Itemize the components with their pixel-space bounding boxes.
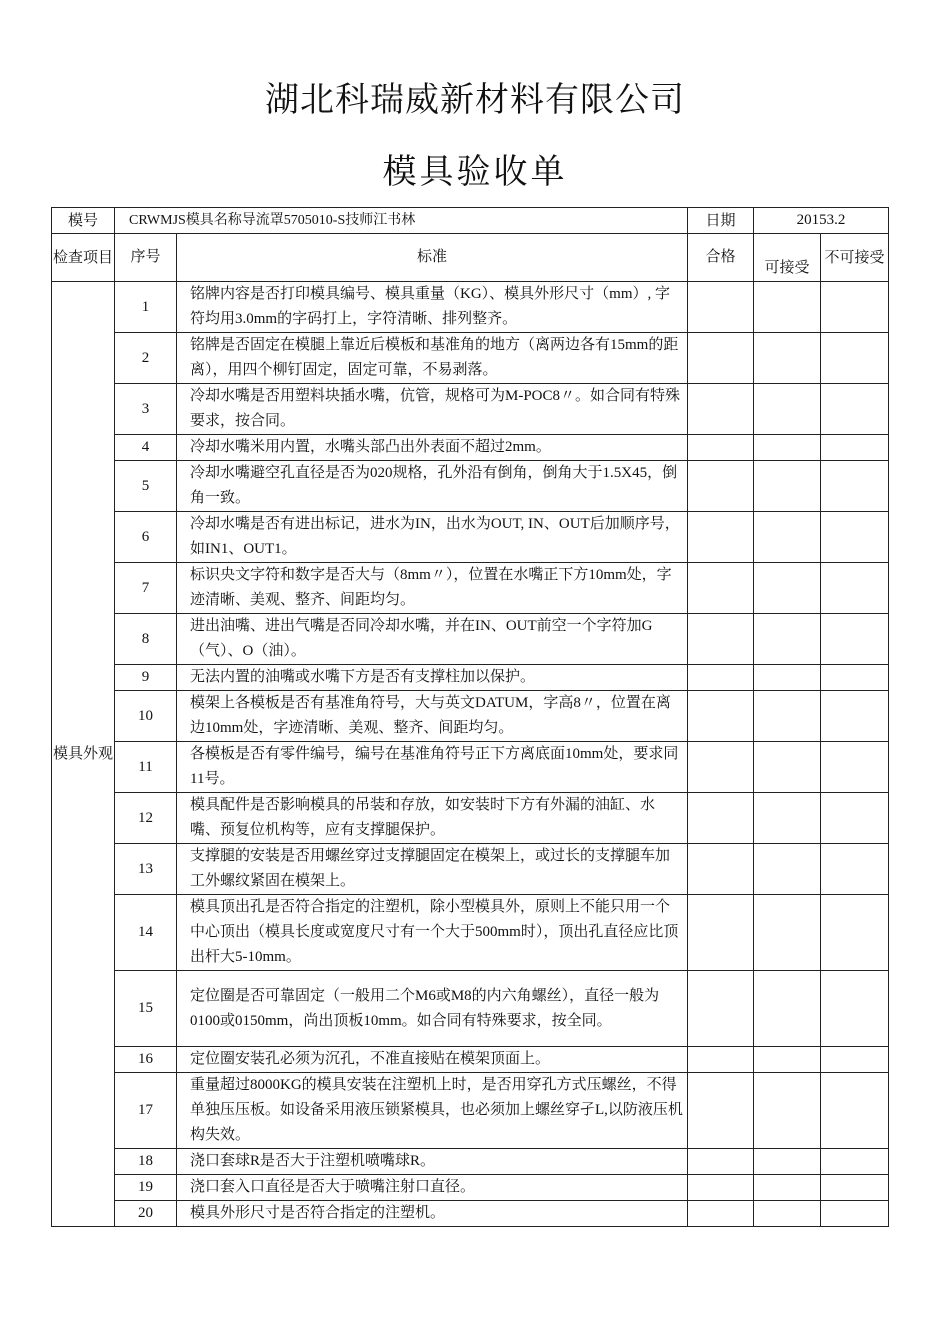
item-standard: 冷却水嘴是否有进出标记，进水为IN，出水为OUT, IN、OUT后加顺序号，如IN1、OUT1。 xyxy=(177,512,688,563)
table-row xyxy=(52,1047,889,1073)
column-standard: 标准 xyxy=(177,234,688,282)
table-row xyxy=(52,282,889,333)
pass-cell[interactable] xyxy=(688,333,754,384)
unacceptable-cell[interactable] xyxy=(821,435,889,461)
pass-cell[interactable] xyxy=(688,1175,754,1201)
pass-cell[interactable] xyxy=(688,461,754,512)
table-row xyxy=(52,1073,889,1149)
unacceptable-cell[interactable] xyxy=(821,665,889,691)
item-number: 12 xyxy=(115,793,177,844)
item-standard: 铭牌内容是否打印模具编号、模具重量（KG）、模具外形尺寸（mm）, 字符均用3.0mm的字码打上，字符清晰、排列整齐。 xyxy=(177,282,688,333)
column-pass: 合格 xyxy=(688,234,754,282)
acceptance-form-table xyxy=(51,207,889,1227)
acceptable-cell[interactable] xyxy=(754,563,821,614)
table-row xyxy=(52,1201,889,1227)
table-row xyxy=(52,665,889,691)
pass-cell[interactable] xyxy=(688,435,754,461)
unacceptable-cell[interactable] xyxy=(821,895,889,971)
column-category: 检查项目 xyxy=(52,234,115,282)
item-number: 14 xyxy=(115,895,177,971)
acceptable-cell[interactable] xyxy=(754,1047,821,1073)
acceptable-cell[interactable] xyxy=(754,665,821,691)
item-standard: 定位圈安装孔必须为沉孔，不准直接贴在模架顶面上。 xyxy=(177,1047,688,1073)
acceptable-cell[interactable] xyxy=(754,1201,821,1227)
item-standard: 定位圈是否可靠固定（一般用二个M6或M8的内六角螺丝），直径一般为0100或0150mm，尚出顶板10mm。如合同有特殊要求，按全同。 xyxy=(177,971,688,1047)
acceptable-cell[interactable] xyxy=(754,742,821,793)
item-standard: 各模板是否有零件编号，编号在基准角符号正下方离底面10mm处，要求同11号。 xyxy=(177,742,688,793)
item-standard: 冷却水嘴避空孔直径是否为020规格，孔外沿有倒角，倒角大于1.5X45，倒角一致。 xyxy=(177,461,688,512)
item-standard: 冷却水嘴米用内置，水嘴头部凸出外表面不超过2mm。 xyxy=(177,435,688,461)
item-number: 1 xyxy=(115,282,177,333)
column-acceptable: 可接受 xyxy=(754,234,821,282)
pass-cell[interactable] xyxy=(688,971,754,1047)
pass-cell[interactable] xyxy=(688,793,754,844)
date-value: 20153.2 xyxy=(754,208,889,234)
pass-cell[interactable] xyxy=(688,1047,754,1073)
pass-cell[interactable] xyxy=(688,895,754,971)
item-number: 3 xyxy=(115,384,177,435)
item-number: 4 xyxy=(115,435,177,461)
item-number: 10 xyxy=(115,691,177,742)
pass-cell[interactable] xyxy=(688,665,754,691)
table-row xyxy=(52,435,889,461)
acceptable-cell[interactable] xyxy=(754,333,821,384)
pass-cell[interactable] xyxy=(688,1073,754,1149)
item-number: 18 xyxy=(115,1149,177,1175)
item-standard: 铭牌是否固定在模腿上靠近后模板和基准角的地方（离两边各有15mm的距离），用四个柳钉固定，固定可靠，不易剥落。 xyxy=(177,333,688,384)
unacceptable-cell[interactable] xyxy=(821,844,889,895)
acceptable-cell[interactable] xyxy=(754,844,821,895)
table-row xyxy=(52,333,889,384)
acceptable-cell[interactable] xyxy=(754,1149,821,1175)
item-standard: 支撑腿的安装是否用螺丝穿过支撑腿固定在模架上，或过长的支撑腿车加工外螺纹紧固在模架上。 xyxy=(177,844,688,895)
table-row xyxy=(52,793,889,844)
table-row xyxy=(52,384,889,435)
item-number: 15 xyxy=(115,971,177,1047)
item-number: 8 xyxy=(115,614,177,665)
table-row xyxy=(52,1149,889,1175)
unacceptable-cell[interactable] xyxy=(821,793,889,844)
item-standard: 浇口套入口直径是否大于喷嘴注射口直径。 xyxy=(177,1175,688,1201)
unacceptable-cell[interactable] xyxy=(821,512,889,563)
table-row xyxy=(52,1175,889,1201)
item-standard: 浇口套球R是否大于注塑机喷嘴球R。 xyxy=(177,1149,688,1175)
pass-cell[interactable] xyxy=(688,384,754,435)
unacceptable-cell[interactable] xyxy=(821,1201,889,1227)
item-standard: 模具顶出孔是否符合指定的注塑机，除小型模具外，原则上不能只用一个中心顶出（模具长度或宽度尺寸有一个大于500mm时），顶出孔直径应比顶出杆大5-10mm。 xyxy=(177,895,688,971)
pass-cell[interactable] xyxy=(688,844,754,895)
unacceptable-cell[interactable] xyxy=(821,384,889,435)
item-number: 20 xyxy=(115,1201,177,1227)
item-number: 2 xyxy=(115,333,177,384)
item-number: 5 xyxy=(115,461,177,512)
acceptable-cell[interactable] xyxy=(754,793,821,844)
acceptable-cell[interactable] xyxy=(754,461,821,512)
acceptable-cell[interactable] xyxy=(754,1175,821,1201)
table-row xyxy=(52,844,889,895)
item-standard: 冷却水嘴是否用塑料块插水嘴，伉管，规格可为M-POC8〃。如合同有特殊要求，按合同。 xyxy=(177,384,688,435)
pass-cell[interactable] xyxy=(688,691,754,742)
column-unacceptable: 不可接受 xyxy=(821,234,889,282)
table-row xyxy=(52,461,889,512)
item-number: 13 xyxy=(115,844,177,895)
pass-cell[interactable] xyxy=(688,512,754,563)
table-row xyxy=(52,512,889,563)
acceptable-cell[interactable] xyxy=(754,384,821,435)
unacceptable-cell[interactable] xyxy=(821,1047,889,1073)
unacceptable-cell[interactable] xyxy=(821,742,889,793)
item-number: 6 xyxy=(115,512,177,563)
pass-cell[interactable] xyxy=(688,282,754,333)
unacceptable-cell[interactable] xyxy=(821,563,889,614)
info-row xyxy=(52,208,889,234)
unacceptable-cell[interactable] xyxy=(821,282,889,333)
acceptable-cell[interactable] xyxy=(754,971,821,1047)
unacceptable-cell[interactable] xyxy=(821,1175,889,1201)
acceptable-cell[interactable] xyxy=(754,282,821,333)
company-name: 湖北科瑞威新材料有限公司 xyxy=(265,80,685,120)
item-standard: 模架上各模板是否有基准角符号，大与英文DATUM，字高8〃，位置在离边10mm处，字迹清晰、美观、整齐、间距均匀。 xyxy=(177,691,688,742)
item-number: 16 xyxy=(115,1047,177,1073)
pass-cell[interactable] xyxy=(688,563,754,614)
acceptable-cell[interactable] xyxy=(754,614,821,665)
column-header-row xyxy=(52,234,889,282)
item-number: 9 xyxy=(115,665,177,691)
unacceptable-cell[interactable] xyxy=(821,1073,889,1149)
unacceptable-cell[interactable] xyxy=(821,1149,889,1175)
pass-cell[interactable] xyxy=(688,742,754,793)
unacceptable-cell[interactable] xyxy=(821,691,889,742)
date-label: 日期 xyxy=(688,208,754,234)
item-standard: 标识央文字符和数字是否大与（8mm〃），位置在水嘴正下方10mm处，字迹清晰、美观、整齐、间距均匀。 xyxy=(177,563,688,614)
pass-cell[interactable] xyxy=(688,614,754,665)
item-standard: 进出油嘴、进出气嘴是否同冷却水嘴，并在IN、OUT前空一个字符加G（气）、O（油）。 xyxy=(177,614,688,665)
table-row xyxy=(52,895,889,971)
item-standard: 模具外形尺寸是否符合指定的注塑机。 xyxy=(177,1201,688,1227)
table-row xyxy=(52,563,889,614)
item-standard: 无法内置的油嘴或水嘴下方是否有支撑柱加以保护。 xyxy=(177,665,688,691)
item-standard: 重量超过8000KG的模具安装在注塑机上时，是否用穿孔方式压螺丝，不得单独压压板。如设备采用液压锁紧模具，也必须加上螺丝穿孑L,以防液压机构失效。 xyxy=(177,1073,688,1149)
model-info: CRWMJS模具名称导流罩5705010-S技师江书林 xyxy=(115,208,688,234)
table-row xyxy=(52,614,889,665)
acceptable-cell[interactable] xyxy=(754,691,821,742)
pass-cell[interactable] xyxy=(688,1149,754,1175)
acceptable-cell[interactable] xyxy=(754,435,821,461)
unacceptable-cell[interactable] xyxy=(821,971,889,1047)
unacceptable-cell[interactable] xyxy=(821,614,889,665)
table-row xyxy=(52,742,889,793)
item-standard: 模具配件是否影响模具的吊装和存放，如安装时下方有外漏的油缸、水嘴、预复位机构等，应有支撑腿保护。 xyxy=(177,793,688,844)
acceptable-cell[interactable] xyxy=(754,512,821,563)
item-number: 7 xyxy=(115,563,177,614)
item-number: 17 xyxy=(115,1073,177,1149)
model-label: 模号 xyxy=(52,208,115,234)
table-row xyxy=(52,971,889,1047)
acceptable-cell[interactable] xyxy=(754,1073,821,1149)
category-cell: 模具外观 xyxy=(52,282,115,1227)
item-number: 11 xyxy=(115,742,177,793)
unacceptable-cell[interactable] xyxy=(821,461,889,512)
acceptable-cell[interactable] xyxy=(754,895,821,971)
column-seq: 序号 xyxy=(115,234,177,282)
document-title: 模具验收单 xyxy=(382,152,568,192)
pass-cell[interactable] xyxy=(688,1201,754,1227)
table-row xyxy=(52,691,889,742)
item-number: 19 xyxy=(115,1175,177,1201)
unacceptable-cell[interactable] xyxy=(821,333,889,384)
